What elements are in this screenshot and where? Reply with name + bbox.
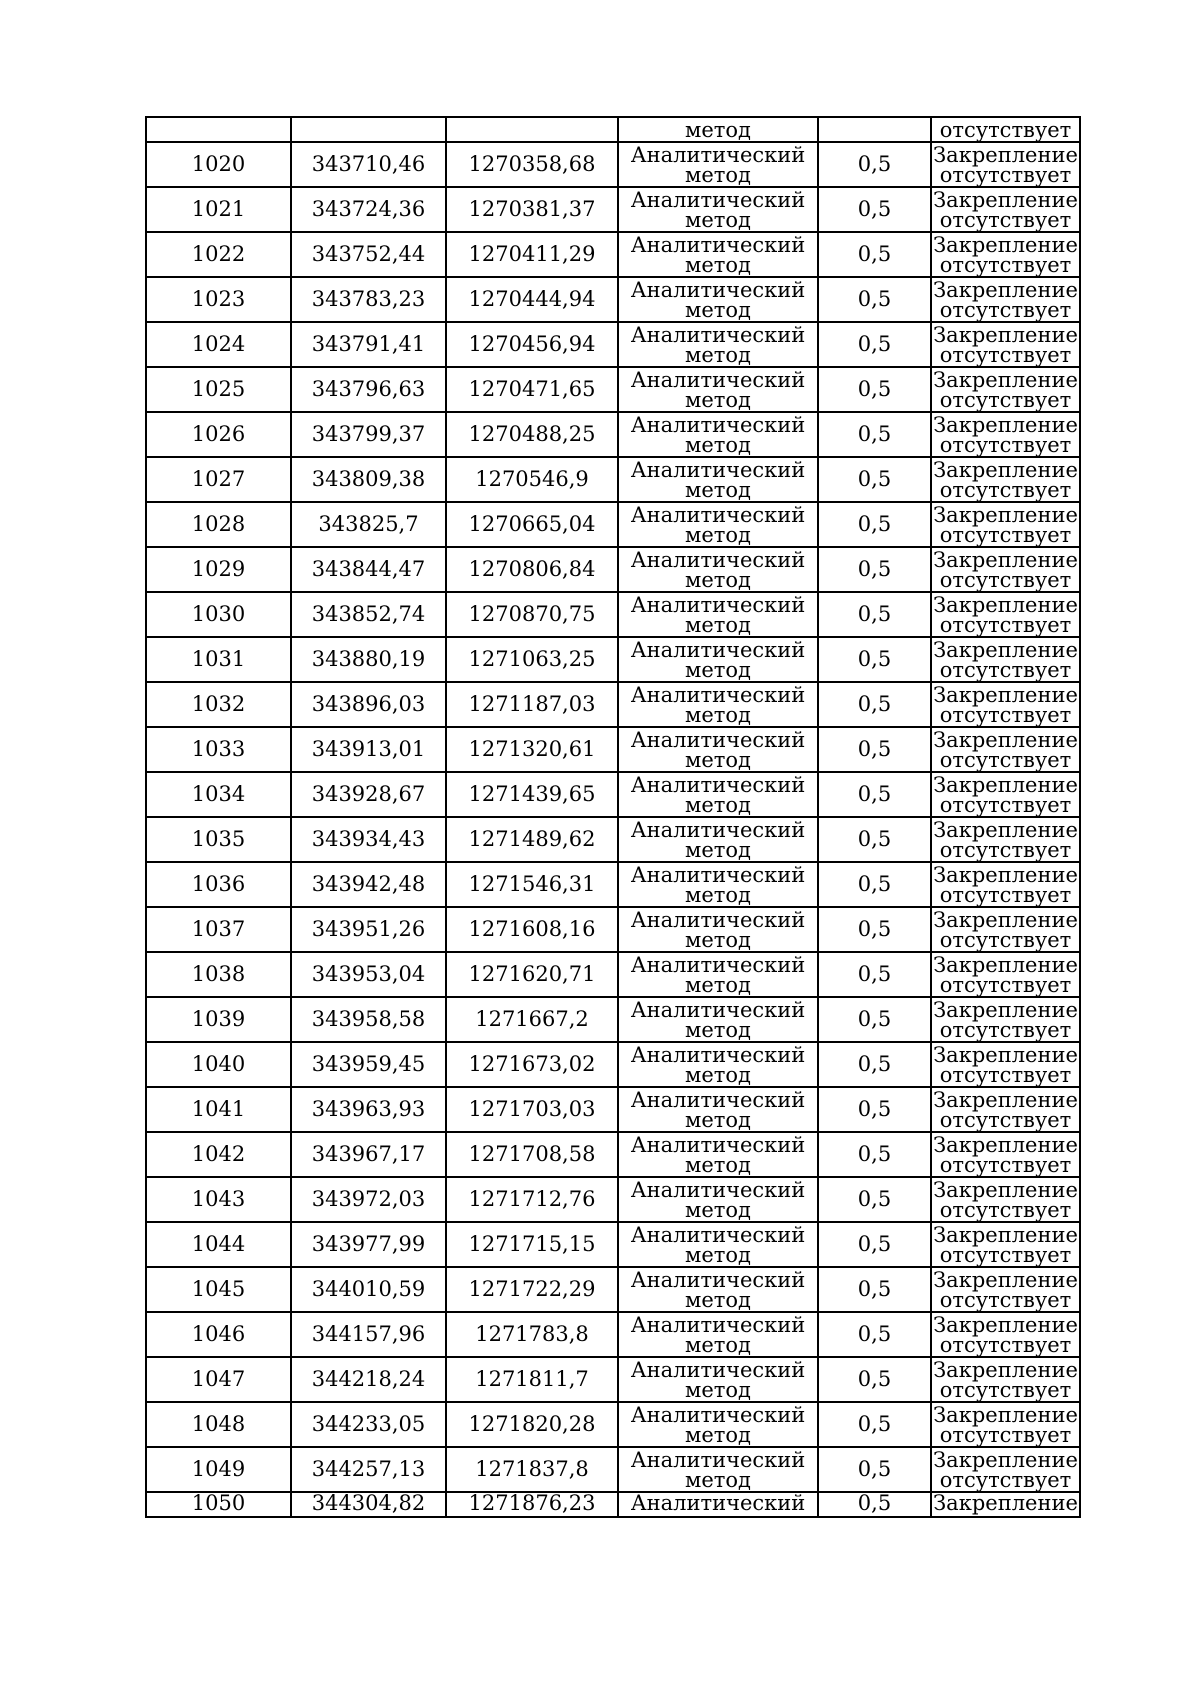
table-row bbox=[146, 1267, 1080, 1312]
method-cell-text: Аналитический метод bbox=[630, 592, 806, 637]
fixing-cell bbox=[931, 637, 1080, 682]
method-cell bbox=[618, 727, 818, 772]
method-cell bbox=[618, 547, 818, 592]
y-coordinate-cell: 1271489,62 bbox=[446, 817, 618, 862]
y-coordinate-cell: 1270411,29 bbox=[446, 232, 618, 277]
method-cell bbox=[618, 1447, 818, 1492]
x-coordinate-cell: 343958,58 bbox=[291, 997, 446, 1042]
table-row bbox=[146, 1087, 1080, 1132]
accuracy-cell: 0,5 bbox=[818, 682, 931, 727]
method-cell bbox=[618, 952, 818, 997]
fixing-cell bbox=[931, 367, 1080, 412]
point-number-cell: 1027 bbox=[146, 457, 291, 502]
method-cell bbox=[618, 1042, 818, 1087]
fixing-cell bbox=[931, 1267, 1080, 1312]
y-coordinate-cell: 1271667,2 bbox=[446, 997, 618, 1042]
accuracy-cell: 0,5 bbox=[818, 457, 931, 502]
accuracy-cell: 0,5 bbox=[818, 1222, 931, 1267]
method-cell bbox=[618, 142, 818, 187]
accuracy-cell: 0,5 bbox=[818, 997, 931, 1042]
method-cell bbox=[618, 367, 818, 412]
method-cell bbox=[618, 637, 818, 682]
table-row bbox=[146, 682, 1080, 727]
method-cell-text: Аналитический метод bbox=[630, 277, 806, 322]
y-coordinate-cell: 1271708,58 bbox=[446, 1132, 618, 1177]
fixing-cell bbox=[931, 772, 1080, 817]
fixing-cell-text: Закрепление отсутствует bbox=[933, 1177, 1078, 1222]
method-cell-text: Аналитический метод bbox=[630, 952, 806, 997]
y-coordinate-cell: 1271837,8 bbox=[446, 1447, 618, 1492]
method-cell bbox=[618, 1132, 818, 1177]
table-row bbox=[146, 1312, 1080, 1357]
fixing-cell bbox=[931, 862, 1080, 907]
fixing-cell-text: Закрепление отсутствует bbox=[933, 142, 1078, 187]
table-row bbox=[146, 412, 1080, 457]
point-number-cell: 1044 bbox=[146, 1222, 291, 1267]
fixing-cell-text: Закрепление отсутствует bbox=[933, 367, 1078, 412]
point-number-cell: 1026 bbox=[146, 412, 291, 457]
table-row bbox=[146, 457, 1080, 502]
method-cell-text: Аналитический метод bbox=[630, 1222, 806, 1267]
y-coordinate-cell: 1271320,61 bbox=[446, 727, 618, 772]
accuracy-cell: 0,5 bbox=[818, 727, 931, 772]
x-coordinate-cell: 344157,96 bbox=[291, 1312, 446, 1357]
point-number-cell: 1045 bbox=[146, 1267, 291, 1312]
point-number-cell: 1030 bbox=[146, 592, 291, 637]
accuracy-cell: 0,5 bbox=[818, 862, 931, 907]
x-coordinate-cell: 343972,03 bbox=[291, 1177, 446, 1222]
coordinates-table bbox=[145, 116, 1081, 1518]
x-coordinate-cell: 344233,05 bbox=[291, 1402, 446, 1447]
method-cell bbox=[618, 817, 818, 862]
fixing-cell-text: Закрепление отсутствует bbox=[933, 232, 1078, 277]
method-cell-text: Аналитический метод bbox=[630, 772, 806, 817]
fixing-cell-text: Закрепление отсутствует bbox=[933, 1042, 1078, 1087]
fixing-cell bbox=[931, 1177, 1080, 1222]
y-coordinate-cell: 1270806,84 bbox=[446, 547, 618, 592]
y-coordinate-cell: 1271722,29 bbox=[446, 1267, 618, 1312]
fixing-cell-text: Закрепление отсутствует bbox=[933, 907, 1078, 952]
accuracy-cell: 0,5 bbox=[818, 1492, 931, 1517]
point-number-cell bbox=[146, 117, 291, 142]
fixing-cell bbox=[931, 277, 1080, 322]
x-coordinate-cell: 343942,48 bbox=[291, 862, 446, 907]
method-cell-text: Аналитический метод bbox=[630, 1402, 806, 1447]
method-cell-text: Аналитический метод bbox=[630, 1357, 806, 1402]
table-row bbox=[146, 547, 1080, 592]
x-coordinate-cell: 343796,63 bbox=[291, 367, 446, 412]
method-cell: Аналитический bbox=[618, 1492, 818, 1517]
fixing-cell bbox=[931, 232, 1080, 277]
fixing-cell-text: Закрепление отсутствует bbox=[933, 1402, 1078, 1447]
x-coordinate-cell: 344218,24 bbox=[291, 1357, 446, 1402]
x-coordinate-cell bbox=[291, 117, 446, 142]
table-row bbox=[146, 502, 1080, 547]
x-coordinate-cell: 343928,67 bbox=[291, 772, 446, 817]
method-cell-text: Аналитический метод bbox=[630, 412, 806, 457]
point-number-cell: 1035 bbox=[146, 817, 291, 862]
table-row bbox=[146, 727, 1080, 772]
fixing-cell bbox=[931, 1222, 1080, 1267]
fixing-cell bbox=[931, 682, 1080, 727]
method-cell bbox=[618, 1312, 818, 1357]
accuracy-cell: 0,5 bbox=[818, 367, 931, 412]
method-cell bbox=[618, 592, 818, 637]
point-number-cell: 1021 bbox=[146, 187, 291, 232]
accuracy-cell: 0,5 bbox=[818, 277, 931, 322]
point-number-cell: 1047 bbox=[146, 1357, 291, 1402]
point-number-cell: 1039 bbox=[146, 997, 291, 1042]
y-coordinate-cell: 1271620,71 bbox=[446, 952, 618, 997]
fixing-cell bbox=[931, 952, 1080, 997]
point-number-cell: 1031 bbox=[146, 637, 291, 682]
y-coordinate-cell: 1270444,94 bbox=[446, 277, 618, 322]
fixing-cell bbox=[931, 547, 1080, 592]
x-coordinate-cell: 343844,47 bbox=[291, 547, 446, 592]
table-row bbox=[146, 637, 1080, 682]
x-coordinate-cell: 343977,99 bbox=[291, 1222, 446, 1267]
fixing-cell: Закрепление bbox=[931, 1492, 1080, 1517]
point-number-cell: 1022 bbox=[146, 232, 291, 277]
method-cell bbox=[618, 1222, 818, 1267]
method-cell-text: Аналитический метод bbox=[630, 1042, 806, 1087]
x-coordinate-cell: 344010,59 bbox=[291, 1267, 446, 1312]
method-cell bbox=[618, 412, 818, 457]
x-coordinate-cell: 343791,41 bbox=[291, 322, 446, 367]
accuracy-cell: 0,5 bbox=[818, 1087, 931, 1132]
accuracy-cell: 0,5 bbox=[818, 547, 931, 592]
table-row bbox=[146, 1402, 1080, 1447]
x-coordinate-cell: 343913,01 bbox=[291, 727, 446, 772]
x-coordinate-cell: 343783,23 bbox=[291, 277, 446, 322]
table-row bbox=[146, 1447, 1080, 1492]
table-row bbox=[146, 817, 1080, 862]
method-cell bbox=[618, 1087, 818, 1132]
method-cell bbox=[618, 187, 818, 232]
method-cell bbox=[618, 1177, 818, 1222]
method-cell bbox=[618, 997, 818, 1042]
accuracy-cell: 0,5 bbox=[818, 1447, 931, 1492]
accuracy-cell bbox=[818, 117, 931, 142]
y-coordinate-cell: 1271715,15 bbox=[446, 1222, 618, 1267]
method-cell-text: Аналитический метод bbox=[630, 367, 806, 412]
fixing-cell: отсутствует bbox=[931, 117, 1080, 142]
y-coordinate-cell: 1271063,25 bbox=[446, 637, 618, 682]
x-coordinate-cell: 343724,36 bbox=[291, 187, 446, 232]
y-coordinate-cell: 1270471,65 bbox=[446, 367, 618, 412]
fixing-cell-text: Закрепление отсутствует bbox=[933, 1222, 1078, 1267]
fixing-cell bbox=[931, 187, 1080, 232]
fixing-cell-text: Закрепление отсутствует bbox=[933, 1267, 1078, 1312]
x-coordinate-cell: 343953,04 bbox=[291, 952, 446, 997]
point-number-cell: 1038 bbox=[146, 952, 291, 997]
fixing-cell bbox=[931, 907, 1080, 952]
accuracy-cell: 0,5 bbox=[818, 142, 931, 187]
y-coordinate-cell: 1271876,23 bbox=[446, 1492, 618, 1517]
fixing-cell bbox=[931, 322, 1080, 367]
table-row bbox=[146, 1222, 1080, 1267]
method-cell-text: Аналитический метод bbox=[630, 817, 806, 862]
y-coordinate-cell: 1270870,75 bbox=[446, 592, 618, 637]
y-coordinate-cell: 1270488,25 bbox=[446, 412, 618, 457]
method-cell bbox=[618, 322, 818, 367]
accuracy-cell: 0,5 bbox=[818, 592, 931, 637]
accuracy-cell: 0,5 bbox=[818, 1177, 931, 1222]
fixing-cell bbox=[931, 997, 1080, 1042]
fixing-cell bbox=[931, 142, 1080, 187]
table-row-continued bbox=[146, 117, 1080, 142]
fixing-cell-text: Закрепление отсутствует bbox=[933, 817, 1078, 862]
method-cell bbox=[618, 1402, 818, 1447]
y-coordinate-cell: 1271608,16 bbox=[446, 907, 618, 952]
fixing-cell bbox=[931, 1447, 1080, 1492]
point-number-cell: 1037 bbox=[146, 907, 291, 952]
y-coordinate-cell: 1271673,02 bbox=[446, 1042, 618, 1087]
accuracy-cell: 0,5 bbox=[818, 637, 931, 682]
method-cell: метод bbox=[618, 117, 818, 142]
fixing-cell-text: Закрепление отсутствует bbox=[933, 502, 1078, 547]
method-cell-text: Аналитический метод bbox=[630, 1132, 806, 1177]
x-coordinate-cell: 344257,13 bbox=[291, 1447, 446, 1492]
point-number-cell: 1049 bbox=[146, 1447, 291, 1492]
method-cell bbox=[618, 907, 818, 952]
y-coordinate-cell: 1271811,7 bbox=[446, 1357, 618, 1402]
x-coordinate-cell: 343967,17 bbox=[291, 1132, 446, 1177]
table-row bbox=[146, 1132, 1080, 1177]
table-row bbox=[146, 997, 1080, 1042]
method-cell bbox=[618, 232, 818, 277]
method-cell-text: Аналитический метод bbox=[630, 862, 806, 907]
x-coordinate-cell: 343852,74 bbox=[291, 592, 446, 637]
table-row bbox=[146, 232, 1080, 277]
fixing-cell bbox=[931, 727, 1080, 772]
accuracy-cell: 0,5 bbox=[818, 1042, 931, 1087]
table-row bbox=[146, 187, 1080, 232]
fixing-cell-text: Закрепление отсутствует bbox=[933, 1312, 1078, 1357]
accuracy-cell: 0,5 bbox=[818, 1267, 931, 1312]
fixing-cell bbox=[931, 502, 1080, 547]
point-number-cell: 1032 bbox=[146, 682, 291, 727]
method-cell-text: Аналитический метод bbox=[630, 637, 806, 682]
method-cell bbox=[618, 682, 818, 727]
accuracy-cell: 0,5 bbox=[818, 1312, 931, 1357]
fixing-cell-text: Закрепление отсутствует bbox=[933, 952, 1078, 997]
x-coordinate-cell: 343880,19 bbox=[291, 637, 446, 682]
fixing-cell bbox=[931, 1087, 1080, 1132]
x-coordinate-cell: 343752,44 bbox=[291, 232, 446, 277]
x-coordinate-cell: 343951,26 bbox=[291, 907, 446, 952]
accuracy-cell: 0,5 bbox=[818, 817, 931, 862]
accuracy-cell: 0,5 bbox=[818, 1357, 931, 1402]
fixing-cell-text: Закрепление отсутствует bbox=[933, 187, 1078, 232]
table-row bbox=[146, 592, 1080, 637]
method-cell-text: Аналитический метод bbox=[630, 1447, 806, 1492]
y-coordinate-cell: 1271703,03 bbox=[446, 1087, 618, 1132]
fixing-cell-text: Закрепление отсутствует bbox=[933, 547, 1078, 592]
x-coordinate-cell: 343799,37 bbox=[291, 412, 446, 457]
point-number-cell: 1050 bbox=[146, 1492, 291, 1517]
point-number-cell: 1036 bbox=[146, 862, 291, 907]
fixing-cell-text: Закрепление отсутствует bbox=[933, 637, 1078, 682]
point-number-cell: 1024 bbox=[146, 322, 291, 367]
accuracy-cell: 0,5 bbox=[818, 322, 931, 367]
fixing-cell bbox=[931, 457, 1080, 502]
method-cell-text: Аналитический метод bbox=[630, 1087, 806, 1132]
y-coordinate-cell: 1270358,68 bbox=[446, 142, 618, 187]
fixing-cell-text: Закрепление отсутствует bbox=[933, 727, 1078, 772]
fixing-cell bbox=[931, 1312, 1080, 1357]
method-cell bbox=[618, 502, 818, 547]
y-coordinate-cell: 1271820,28 bbox=[446, 1402, 618, 1447]
method-cell-text: Аналитический метод bbox=[630, 907, 806, 952]
x-coordinate-cell: 343934,43 bbox=[291, 817, 446, 862]
method-cell-text: Аналитический метод bbox=[630, 502, 806, 547]
point-number-cell: 1046 bbox=[146, 1312, 291, 1357]
fixing-cell-text: Закрепление отсутствует bbox=[933, 1087, 1078, 1132]
accuracy-cell: 0,5 bbox=[818, 907, 931, 952]
x-coordinate-cell: 344304,82 bbox=[291, 1492, 446, 1517]
y-coordinate-cell: 1270665,04 bbox=[446, 502, 618, 547]
y-coordinate-cell: 1270381,37 bbox=[446, 187, 618, 232]
fixing-cell bbox=[931, 592, 1080, 637]
table-row bbox=[146, 907, 1080, 952]
table-row bbox=[146, 772, 1080, 817]
method-cell bbox=[618, 1267, 818, 1312]
point-number-cell: 1023 bbox=[146, 277, 291, 322]
table-row bbox=[146, 142, 1080, 187]
table-row bbox=[146, 322, 1080, 367]
x-coordinate-cell: 343809,38 bbox=[291, 457, 446, 502]
point-number-cell: 1025 bbox=[146, 367, 291, 412]
y-coordinate-cell: 1271439,65 bbox=[446, 772, 618, 817]
method-cell bbox=[618, 457, 818, 502]
method-cell-text: Аналитический метод bbox=[630, 997, 806, 1042]
fixing-cell bbox=[931, 1402, 1080, 1447]
fixing-cell-text: Закрепление отсутствует bbox=[933, 862, 1078, 907]
point-number-cell: 1040 bbox=[146, 1042, 291, 1087]
fixing-cell-text: Закрепление отсутствует bbox=[933, 322, 1078, 367]
fixing-cell bbox=[931, 817, 1080, 862]
x-coordinate-cell: 343896,03 bbox=[291, 682, 446, 727]
fixing-cell bbox=[931, 1357, 1080, 1402]
fixing-cell-text: Закрепление отсутствует bbox=[933, 592, 1078, 637]
fixing-cell-text: Закрепление отсутствует bbox=[933, 772, 1078, 817]
method-cell-text: Аналитический метод bbox=[630, 457, 806, 502]
y-coordinate-cell: 1270546,9 bbox=[446, 457, 618, 502]
accuracy-cell: 0,5 bbox=[818, 502, 931, 547]
table-row-cut-off bbox=[146, 1492, 1080, 1517]
point-number-cell: 1048 bbox=[146, 1402, 291, 1447]
method-cell-text: Аналитический метод bbox=[630, 1312, 806, 1357]
fixing-cell-text: Закрепление отсутствует bbox=[933, 682, 1078, 727]
method-cell-text: Аналитический метод bbox=[630, 322, 806, 367]
table-body bbox=[146, 117, 1080, 1517]
accuracy-cell: 0,5 bbox=[818, 187, 931, 232]
table-row bbox=[146, 952, 1080, 997]
fixing-cell-text: Закрепление отсутствует bbox=[933, 457, 1078, 502]
method-cell bbox=[618, 1357, 818, 1402]
method-cell-text: Аналитический метод bbox=[630, 1267, 806, 1312]
accuracy-cell: 0,5 bbox=[818, 952, 931, 997]
fixing-cell bbox=[931, 412, 1080, 457]
method-cell-text: Аналитический метод bbox=[630, 682, 806, 727]
point-number-cell: 1043 bbox=[146, 1177, 291, 1222]
method-cell bbox=[618, 862, 818, 907]
fixing-cell-text: Закрепление отсутствует bbox=[933, 277, 1078, 322]
table-row bbox=[146, 277, 1080, 322]
fixing-cell bbox=[931, 1132, 1080, 1177]
method-cell-text: Аналитический метод bbox=[630, 142, 806, 187]
point-number-cell: 1034 bbox=[146, 772, 291, 817]
method-cell-text: Аналитический метод bbox=[630, 727, 806, 772]
accuracy-cell: 0,5 bbox=[818, 412, 931, 457]
fixing-cell-text: Закрепление отсутствует bbox=[933, 997, 1078, 1042]
point-number-cell: 1041 bbox=[146, 1087, 291, 1132]
method-cell-text: Аналитический метод bbox=[630, 1177, 806, 1222]
method-cell bbox=[618, 772, 818, 817]
fixing-cell-text: Закрепление отсутствует bbox=[933, 412, 1078, 457]
accuracy-cell: 0,5 bbox=[818, 232, 931, 277]
x-coordinate-cell: 343825,7 bbox=[291, 502, 446, 547]
method-cell-text: Аналитический метод bbox=[630, 547, 806, 592]
fixing-cell-text: Закрепление отсутствует bbox=[933, 1357, 1078, 1402]
point-number-cell: 1042 bbox=[146, 1132, 291, 1177]
y-coordinate-cell: 1271546,31 bbox=[446, 862, 618, 907]
y-coordinate-cell: 1271783,8 bbox=[446, 1312, 618, 1357]
y-coordinate-cell: 1271187,03 bbox=[446, 682, 618, 727]
table-row bbox=[146, 367, 1080, 412]
method-cell-text: Аналитический метод bbox=[630, 187, 806, 232]
fixing-cell-text: Закрепление отсутствует bbox=[933, 1447, 1078, 1492]
x-coordinate-cell: 343959,45 bbox=[291, 1042, 446, 1087]
point-number-cell: 1029 bbox=[146, 547, 291, 592]
y-coordinate-cell bbox=[446, 117, 618, 142]
x-coordinate-cell: 343710,46 bbox=[291, 142, 446, 187]
table-row bbox=[146, 1177, 1080, 1222]
method-cell bbox=[618, 277, 818, 322]
accuracy-cell: 0,5 bbox=[818, 772, 931, 817]
y-coordinate-cell: 1271712,76 bbox=[446, 1177, 618, 1222]
accuracy-cell: 0,5 bbox=[818, 1402, 931, 1447]
y-coordinate-cell: 1270456,94 bbox=[446, 322, 618, 367]
table-row bbox=[146, 862, 1080, 907]
accuracy-cell: 0,5 bbox=[818, 1132, 931, 1177]
table-row bbox=[146, 1357, 1080, 1402]
fixing-cell bbox=[931, 1042, 1080, 1087]
point-number-cell: 1028 bbox=[146, 502, 291, 547]
table-row bbox=[146, 1042, 1080, 1087]
point-number-cell: 1020 bbox=[146, 142, 291, 187]
fixing-cell-text: Закрепление отсутствует bbox=[933, 1132, 1078, 1177]
point-number-cell: 1033 bbox=[146, 727, 291, 772]
method-cell-text: Аналитический метод bbox=[630, 232, 806, 277]
x-coordinate-cell: 343963,93 bbox=[291, 1087, 446, 1132]
